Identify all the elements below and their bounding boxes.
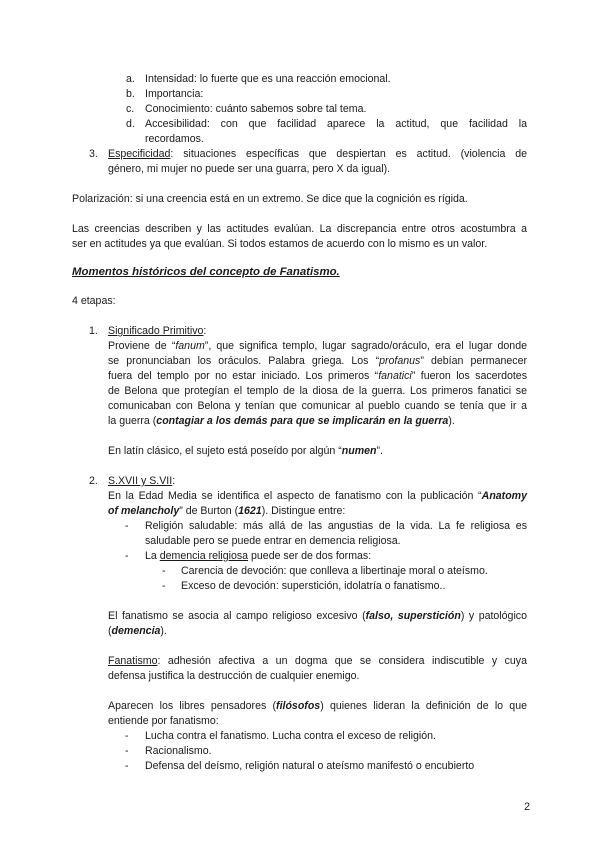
etapa1-l6-emphasis: contagiar a los demás para que se implicarán en la guerra xyxy=(156,415,449,427)
etapa1-colon: : xyxy=(203,325,207,337)
creencias-line1: Las creencias describen y las actitudes evalúan. La discrepancia entre otros acostumbra a xyxy=(72,223,527,235)
etapa1-p2-a: En latín clásico, el sujeto está poseído por algún “ xyxy=(108,445,342,457)
list-marker-2: 2. xyxy=(89,475,98,487)
sub-bullet-dash-2: - xyxy=(162,580,166,592)
etapa1-title-line xyxy=(108,324,206,339)
bullet-demencia xyxy=(145,549,371,564)
list-marker-a: a. xyxy=(126,73,135,85)
etapa2-asocia-l2 xyxy=(108,624,167,639)
asocia-emphasis: falso, superstición xyxy=(365,610,461,622)
asocia-l2-a: ( xyxy=(108,625,112,637)
etapa1-p1-l4: de Belona que protegían el templo de la diosa de la guerra. Los primeros fanatici se xyxy=(108,385,527,397)
etapa2-melancholy: of melancholy xyxy=(108,505,180,517)
etapa1-l1-b: ”, que significa templo, lugar sagrado/oráculo, era el lugar donde xyxy=(204,340,527,352)
etapa2-def-l1 xyxy=(108,654,527,669)
item3-line2: género, mi mujer no puede ser una guarra, pero X da igual). xyxy=(108,163,391,175)
list-marker-1: 1. xyxy=(89,325,98,337)
etapa1-title: Significado Primitivo xyxy=(108,325,204,337)
etapa2-intro-l1 xyxy=(108,489,527,504)
etapa1-p2-b: ”. xyxy=(376,445,384,457)
etapa2-title-line xyxy=(108,474,175,489)
list-marker-b: b. xyxy=(126,88,135,100)
item3-line1 xyxy=(108,147,527,162)
etapa1-p2 xyxy=(108,444,383,459)
list-marker-c: c. xyxy=(126,103,135,115)
etapa1-l3-a: fuera del templo por no estar iniciado. Los primeros “ xyxy=(108,370,379,382)
item3-term: Especificidad xyxy=(108,148,171,160)
etapa2-intro-c: ). Distingue entre: xyxy=(261,505,346,517)
asocia-demencia: demencia xyxy=(111,625,161,637)
etapa2-intro-a: En la Edad Media se identifica el aspecto de fanatismo con la publicación “ xyxy=(108,490,482,502)
etapa1-l2-a: se pronunciaban los oráculos. Palabra griega. Los “ xyxy=(108,355,380,367)
etapa1-fanum: fanum xyxy=(175,340,205,352)
sub-bullet-carencia: Carencia de devoción: que conlleva a libertinaje moral o ateísmo. xyxy=(181,565,488,577)
list-marker-3: 3. xyxy=(89,148,98,160)
etapa1-numen: numen xyxy=(341,445,377,457)
list-marker-d: d. xyxy=(126,118,135,130)
etapa1-l6-b: ). xyxy=(448,415,455,427)
asocia-b: ) y patológico xyxy=(460,610,527,622)
item3-rest: : situaciones específicas que despiertan es actitud. (violencia de xyxy=(170,148,527,160)
asocia-a: El fanatismo se asocia al campo religioso excesivo ( xyxy=(108,610,366,622)
bullet-dash-5: - xyxy=(125,760,129,772)
etapa1-profanus: profanus xyxy=(379,355,421,367)
bullet-demencia-term: demencia religiosa xyxy=(159,550,249,562)
etapa2-year: 1621 xyxy=(238,505,262,517)
bullet-dash-4: - xyxy=(125,745,129,757)
etapa2-libres-l2: entiende por fanatismo: xyxy=(108,715,219,727)
etapa2-libres-l1 xyxy=(108,699,527,714)
bullet-dash-3: - xyxy=(125,730,129,742)
bullet-racionalismo: Racionalismo. xyxy=(145,745,212,757)
bullet-demencia-pre: La xyxy=(145,550,160,562)
def-rest: : adhesión afectiva a un dogma que se considera indiscutible y cuya xyxy=(157,655,527,667)
polarizacion-paragraph: Polarización: si una creencia está en un extremo. Se dice que la cognición es rígida. xyxy=(72,193,468,205)
etapa2-anatomy: Anatomy xyxy=(481,490,527,502)
etapa1-p1-l6 xyxy=(108,414,455,429)
etapa1-l1-a: Proviene de “ xyxy=(108,340,176,352)
page-number: 2 xyxy=(524,801,530,813)
etapa2-intro-l2 xyxy=(108,504,345,519)
libres-a: Aparecen los libres pensadores ( xyxy=(108,700,277,712)
etapa2-def-l2: defensa justifica la destrucción de cualquier enemigo. xyxy=(108,670,360,682)
libres-filosofos: filósofos xyxy=(276,700,321,712)
creencias-line2: ser en actitudes ya que evalúan. Si todos estamos de acuerdo con lo mismo es un valor. xyxy=(72,238,488,250)
list-item-accesibilidad-cont: recordamos. xyxy=(145,133,204,145)
bullet-demencia-post: puede ser de dos formas: xyxy=(248,550,372,562)
list-item-intensidad: Intensidad: lo fuerte que es una reacción emocional. xyxy=(145,73,391,85)
bullet-dash-2: - xyxy=(125,550,129,562)
def-term-fanatismo: Fanatismo xyxy=(108,655,158,667)
etapa1-fanatici: fanatici xyxy=(378,370,412,382)
etapa2-asocia-l1 xyxy=(108,609,527,624)
bullet-religion-saludable-cont: saludable pero se puede entrar en demencia religiosa. xyxy=(145,535,401,547)
list-item-accesibilidad: Accesibilidad: con que facilidad aparece la actitud, que facilidad la xyxy=(145,118,527,130)
etapa2-colon: : xyxy=(172,475,176,487)
etapa1-l6-a: la guerra ( xyxy=(108,415,157,427)
bullet-dash-1: - xyxy=(125,520,129,532)
etapa1-p1-l2 xyxy=(108,354,527,369)
bullet-religion-saludable: Religión saludable: más allá de las angustias de la vida. La fe religiosa es xyxy=(145,520,527,532)
list-item-importancia: Importancia: xyxy=(145,88,204,100)
list-item-conocimiento: Conocimiento: cuánto sabemos sobre tal tema. xyxy=(145,103,367,115)
bullet-lucha: Lucha contra el fanatismo. Lucha contra el exceso de religión. xyxy=(145,730,436,742)
etapa2-intro-b: ” de Burton ( xyxy=(179,505,239,517)
etapas-label: 4 etapas: xyxy=(72,295,116,307)
etapa1-p1-l5: comunicaban con Belona y tenían que comunicar al pueblo cuando se tenía que ir a xyxy=(108,400,527,412)
sub-bullet-dash-1: - xyxy=(162,565,166,577)
asocia-l2-b: ). xyxy=(160,625,167,637)
etapa1-p1-l3 xyxy=(108,369,527,384)
etapa2-title: S.XVII y S.VII xyxy=(108,475,173,487)
libres-b: ) quienes lideran la definición de lo que xyxy=(320,700,527,712)
etapa1-l3-b: ” fueron los sacerdotes xyxy=(411,370,527,382)
sub-bullet-exceso: Exceso de devoción: superstición, idolatría o fanatismo.. xyxy=(181,580,446,592)
bullet-deismo: Defensa del deísmo, religión natural o ateísmo manifestó o encubierto xyxy=(145,760,475,772)
section-heading: Momentos históricos del concepto de Fanatismo. xyxy=(72,266,340,278)
etapa1-p1-l1 xyxy=(108,339,527,354)
etapa1-l2-b: ” debían permanecer xyxy=(420,355,527,367)
